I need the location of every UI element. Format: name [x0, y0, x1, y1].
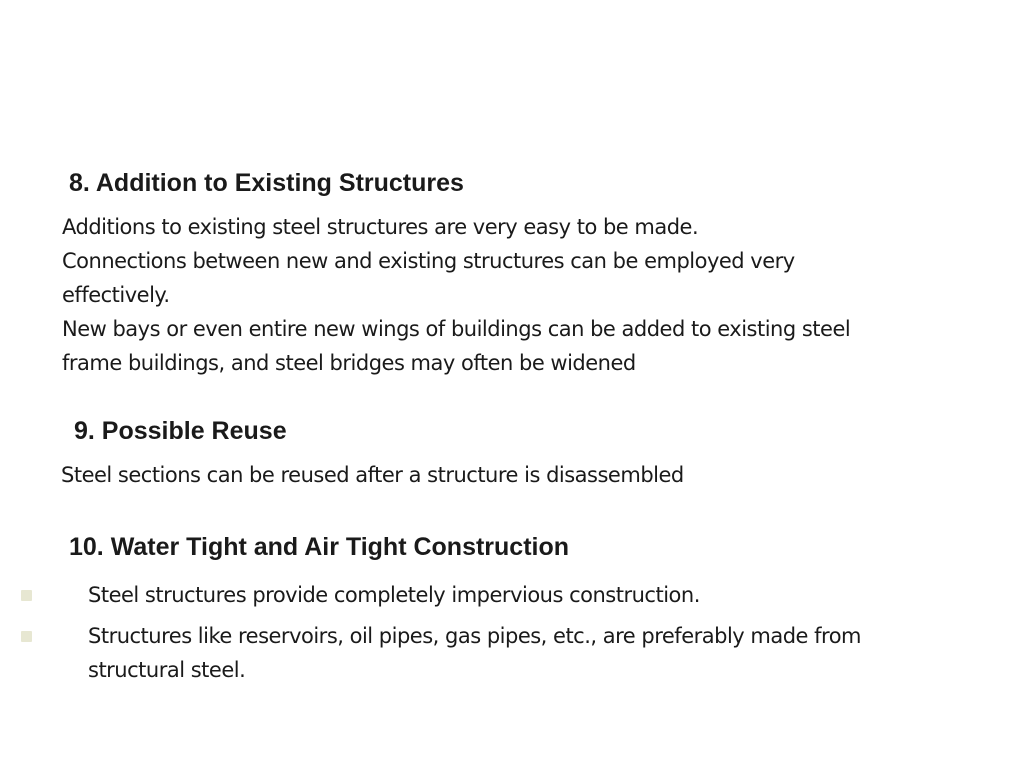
square-bullet-icon	[21, 631, 32, 642]
section-8-body	[62, 210, 850, 380]
bullet-1-line-1: Steel structures provide completely impervious construction.	[88, 583, 700, 607]
section-8-line-1: Additions to existing steel structures are very easy to be made.	[62, 215, 699, 239]
section-8-line-2: Connections between new and existing structures can be employed very	[62, 249, 795, 273]
section-10-heading: 10. Water Tight and Air Tight Construction	[69, 533, 570, 561]
square-bullet-icon	[21, 590, 32, 601]
section-9-body	[61, 458, 684, 492]
bullet-item	[0, 578, 1024, 612]
bullet-2-line-2: structural steel.	[88, 658, 246, 682]
section-10-bullet-list	[0, 578, 1024, 694]
bullet-2-line-1: Structures like reservoirs, oil pipes, gas pipes, etc., are preferably made from	[88, 624, 862, 648]
section-8-line-5: frame buildings, and steel bridges may often be widened	[62, 351, 636, 375]
section-8-heading: 8. Addition to Existing Structures	[69, 169, 464, 197]
section-8-line-4: New bays or even entire new wings of buildings can be added to existing steel	[62, 317, 851, 341]
section-8-line-3: effectively.	[62, 283, 170, 307]
section-9-heading: 9. Possible Reuse	[74, 417, 287, 445]
bullet-item	[0, 619, 1024, 687]
section-9-line-1: Steel sections can be reused after a structure is disassembled	[61, 463, 684, 487]
